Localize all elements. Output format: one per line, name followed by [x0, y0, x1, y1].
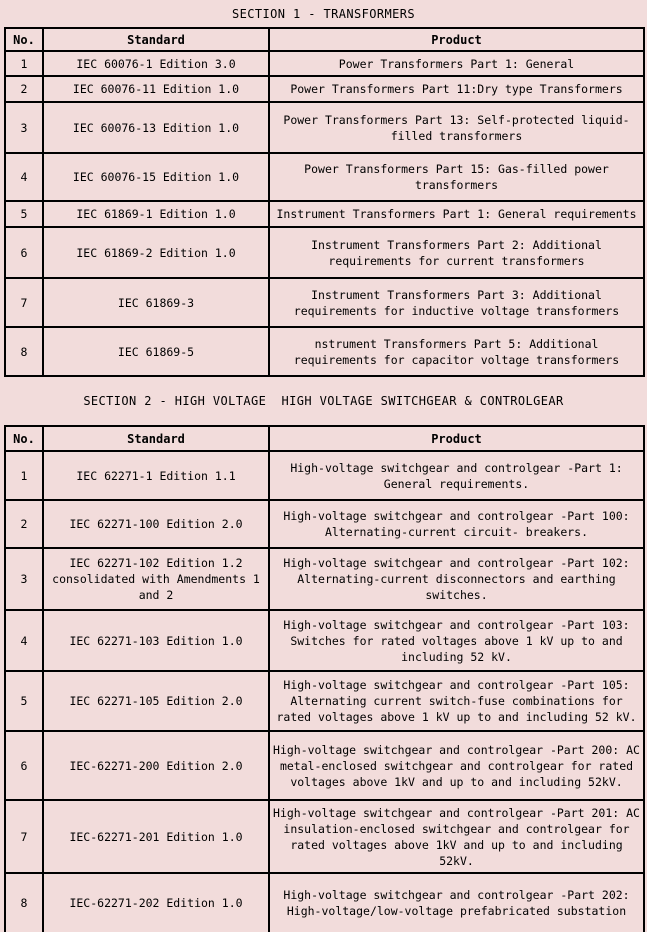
table-row	[5, 671, 644, 731]
cell-no: 7	[5, 800, 43, 873]
cell-standard: IEC 60076-13 Edition 1.0	[43, 102, 269, 153]
cell-product: High-voltage switchgear and controlgear -Part 100: Alternating-current circuit- breakers.	[269, 500, 644, 548]
table-row	[5, 731, 644, 800]
section-2-title: SECTION 2 - HIGH VOLTAGE HIGH VOLTAGE SWITCHGEAR & CONTROLGEAR	[83, 394, 564, 408]
column-header-no: No.	[5, 426, 43, 451]
cell-product: High-voltage switchgear and controlgear -Part 200: AC metal-enclosed switchgear and controlgear for rated voltages above 1kV and up to and including 52kV.	[269, 731, 644, 800]
cell-product: High-voltage switchgear and controlgear -Part 102: Alternating-current disconnectors and earthing switches.	[269, 548, 644, 610]
cell-standard: IEC 61869-2 Edition 1.0	[43, 227, 269, 278]
table-row	[5, 548, 644, 610]
cell-standard: IEC-62271-200 Edition 2.0	[43, 731, 269, 800]
table-row	[5, 500, 644, 548]
table-row	[5, 873, 644, 932]
column-header-product: Product	[269, 426, 644, 451]
table-row	[5, 451, 644, 500]
table-row	[5, 227, 644, 278]
cell-product: Power Transformers Part 13: Self-protected liquid-filled transformers	[269, 102, 644, 153]
cell-no: 3	[5, 102, 43, 153]
cell-no: 7	[5, 278, 43, 327]
cell-product: Instrument Transformers Part 3: Additional requirements for inductive voltage transformers	[269, 278, 644, 327]
cell-product: High-voltage switchgear and controlgear -Part 105: Alternating current switch-fuse combinations for rated voltages above 1 kV up to and including 52 kV.	[269, 671, 644, 731]
switchgear-standards-table	[4, 425, 645, 932]
cell-product: Power Transformers Part 1: General	[269, 51, 644, 76]
cell-standard: IEC 62271-105 Edition 2.0	[43, 671, 269, 731]
cell-no: 4	[5, 153, 43, 201]
cell-product: High-voltage switchgear and controlgear -Part 201: AC insulation-enclosed switchgear and controlgear for rated voltages above 1kV and up to and including 52kV.	[269, 800, 644, 873]
cell-product: Power Transformers Part 11:Dry type Transformers	[269, 76, 644, 102]
table-body	[5, 451, 644, 932]
table-row	[5, 102, 644, 153]
cell-no: 1	[5, 51, 43, 76]
cell-standard: IEC 60076-1 Edition 3.0	[43, 51, 269, 76]
table-header	[5, 426, 644, 451]
table-row	[5, 51, 644, 76]
cell-product: High-voltage switchgear and controlgear -Part 103: Switches for rated voltages above 1 kV up to and including 52 kV.	[269, 610, 644, 671]
header-row	[5, 28, 644, 51]
table-row	[5, 610, 644, 671]
table-row	[5, 201, 644, 227]
cell-product: nstrument Transformers Part 5: Additional requirements for capacitor voltage transformers	[269, 327, 644, 376]
table-row	[5, 327, 644, 376]
table-header	[5, 28, 644, 51]
cell-no: 5	[5, 201, 43, 227]
transformers-standards-table	[4, 27, 645, 377]
section-2-title-band	[0, 377, 647, 425]
cell-product: Power Transformers Part 15: Gas-filled power transformers	[269, 153, 644, 201]
column-header-standard: Standard	[43, 28, 269, 51]
cell-standard: IEC 62271-102 Edition 1.2 consolidated with Amendments 1 and 2	[43, 548, 269, 610]
table-row	[5, 800, 644, 873]
cell-standard: IEC 60076-11 Edition 1.0	[43, 76, 269, 102]
cell-standard: IEC 62271-1 Edition 1.1	[43, 451, 269, 500]
cell-standard: IEC 62271-103 Edition 1.0	[43, 610, 269, 671]
cell-standard: IEC-62271-202 Edition 1.0	[43, 873, 269, 932]
cell-no: 6	[5, 227, 43, 278]
cell-no: 2	[5, 500, 43, 548]
section-1-title-band	[0, 0, 647, 27]
cell-standard: IEC 62271-100 Edition 2.0	[43, 500, 269, 548]
cell-product: High-voltage switchgear and controlgear -Part 1: General requirements.	[269, 451, 644, 500]
section-1-title: SECTION 1 - TRANSFORMERS	[232, 6, 415, 21]
cell-no: 2	[5, 76, 43, 102]
table-row	[5, 76, 644, 102]
column-header-standard: Standard	[43, 426, 269, 451]
table-body	[5, 51, 644, 376]
cell-product: Instrument Transformers Part 2: Additional requirements for current transformers	[269, 227, 644, 278]
cell-no: 1	[5, 451, 43, 500]
cell-no: 5	[5, 671, 43, 731]
cell-standard: IEC 61869-1 Edition 1.0	[43, 201, 269, 227]
cell-no: 8	[5, 873, 43, 932]
column-header-no: No.	[5, 28, 43, 51]
cell-no: 8	[5, 327, 43, 376]
cell-no: 3	[5, 548, 43, 610]
cell-standard: IEC 61869-3	[43, 278, 269, 327]
column-header-product: Product	[269, 28, 644, 51]
table-row	[5, 278, 644, 327]
cell-product: High-voltage switchgear and controlgear -Part 202: High-voltage/low-voltage prefabricated substation	[269, 873, 644, 932]
table-row	[5, 153, 644, 201]
cell-standard: IEC 60076-15 Edition 1.0	[43, 153, 269, 201]
header-row	[5, 426, 644, 451]
cell-no: 6	[5, 731, 43, 800]
cell-standard: IEC 61869-5	[43, 327, 269, 376]
cell-standard: IEC-62271-201 Edition 1.0	[43, 800, 269, 873]
cell-product: Instrument Transformers Part 1: General requirements	[269, 201, 644, 227]
cell-no: 4	[5, 610, 43, 671]
